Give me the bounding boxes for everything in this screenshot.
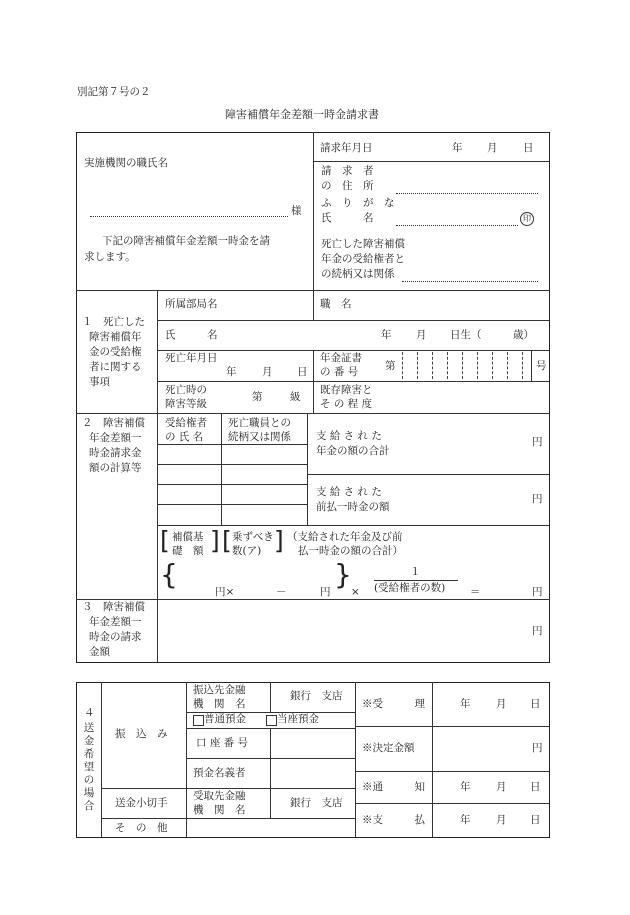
relation-label-1: 死亡した障害補償	[321, 238, 405, 250]
money-order-label: 送金小切手	[115, 797, 168, 809]
holder-split	[221, 413, 222, 525]
sec4-line	[101, 788, 355, 789]
cert-go: 号	[536, 360, 547, 372]
bank-branch-label: 銀行 支店	[290, 690, 343, 702]
sec1-r1-split	[313, 290, 314, 320]
date-year: 年	[452, 142, 463, 154]
relation-col-label-1: 死亡職員との	[228, 417, 291, 429]
existing-label-1: 既存障害と	[320, 384, 373, 396]
account-number-label: 口 座 番 号	[196, 737, 249, 749]
holder-row-line	[157, 444, 307, 445]
sec4-remark-line	[355, 726, 549, 727]
sec4-line	[186, 728, 355, 729]
ordinary-label: 普通預金	[204, 713, 246, 725]
holder-label-2: の 氏 名	[165, 431, 204, 443]
sec4-line	[186, 758, 355, 759]
advance-yen: 円	[532, 493, 543, 505]
remark-notice: ※通 知	[362, 781, 425, 793]
holder-row-line	[157, 484, 307, 485]
paid-row-line	[307, 474, 549, 475]
accept-day: 日	[530, 698, 541, 710]
date-day: 日	[523, 142, 534, 154]
sec2-label-2: 年金差額一	[89, 432, 142, 444]
grade-kyu: 級	[290, 391, 301, 403]
post-label: 職 名	[320, 298, 352, 310]
bracket-left-icon: [	[222, 526, 232, 555]
recv-bank-label-2: 機 関 名	[193, 804, 246, 816]
payment-month: 月	[496, 814, 507, 826]
cert-digit-line	[507, 352, 508, 379]
notice-day: 日	[530, 781, 541, 793]
sum-label-1: （支給された年金及び前	[287, 531, 403, 543]
remark-decided: ※決定金額	[362, 742, 415, 754]
base-label-1: 補償基	[172, 531, 204, 543]
cert-digit-line	[402, 352, 403, 379]
sec4-border-left	[76, 682, 77, 837]
sec4-vertical-label: 送金希望の場合	[83, 722, 95, 812]
dept-label: 所属部局名	[165, 298, 218, 310]
holder-row-line	[157, 504, 307, 505]
sec1-label-3: 金の受給権	[89, 346, 142, 358]
brace-right-icon: }	[334, 558, 352, 591]
sec4-remark-line	[355, 771, 549, 772]
sec4-border-right	[549, 682, 550, 837]
decided-yen: 円	[532, 742, 543, 754]
cert-label-1: 年金証書	[320, 352, 362, 364]
cert-end-line	[531, 350, 532, 381]
mult-label-1: 乗ずべき	[232, 531, 274, 543]
death-year: 年	[226, 366, 237, 378]
death-day: 日	[297, 366, 308, 378]
border-right	[549, 132, 550, 662]
name-label: 氏 名	[321, 212, 374, 224]
sec1-label-2: 障害補償年	[89, 331, 142, 343]
seal-icon: 印	[520, 212, 534, 226]
bracket-right-icon: ]	[210, 526, 220, 555]
sec4-recv-split	[270, 788, 271, 818]
cert-digit-line	[477, 352, 478, 379]
birth-day: 日生（	[450, 329, 482, 341]
formula-result-yen: 円	[532, 586, 543, 598]
relation-col-label-2: 続柄又は関係	[228, 431, 291, 443]
sec4-border-top	[76, 682, 550, 683]
sec2-label-3: 時金請求金	[89, 447, 142, 459]
sec4-border-bottom	[76, 837, 550, 838]
grade-label-2: 障害等級	[165, 398, 207, 410]
formula-yen-close: 円	[320, 586, 331, 598]
agency-dotline	[90, 216, 288, 217]
ordinary-checkbox[interactable]	[193, 715, 204, 726]
sum-label-2: 払一時金の額の合計）	[298, 545, 403, 557]
formula-equals: ＝	[470, 586, 481, 598]
sec3-label-3: 時金の請求	[89, 631, 142, 643]
sec1-label-5: 事項	[89, 376, 110, 388]
other-label: そ の 他	[115, 822, 168, 834]
notice-year: 年	[460, 781, 471, 793]
sec1-label-1: １ 死亡した	[82, 316, 145, 328]
age-label: 歳）	[513, 329, 534, 341]
top-split	[313, 132, 314, 290]
border-bottom	[76, 662, 550, 663]
formula-times: ×	[351, 586, 360, 598]
border-left	[76, 132, 77, 662]
cert-digit-line	[447, 352, 448, 379]
sec4-value-split	[432, 682, 433, 837]
bracket-right-icon: ]	[274, 526, 284, 555]
accept-month: 月	[496, 698, 507, 710]
transfer-label: 振 込 み	[115, 728, 168, 740]
notice-month: 月	[496, 781, 507, 793]
grade-dai: 第	[252, 391, 263, 403]
grade-label-1: 死亡時の	[165, 384, 207, 396]
sec4-line	[101, 818, 355, 819]
formula-one: １	[410, 566, 421, 578]
mult-label-2: 数(ア)	[232, 545, 262, 557]
formula-yen-times: 円×	[215, 586, 235, 598]
birth-month: 月	[416, 329, 427, 341]
death-date-label: 死亡年月日	[165, 352, 218, 364]
holder-row-line	[157, 464, 307, 465]
checking-label: 当座預金	[277, 713, 319, 725]
claimant-label-1: 請 求 者	[321, 165, 374, 177]
base-label-2: 礎 額	[172, 545, 204, 557]
furigana-label: ふ り が な	[321, 197, 395, 209]
cert-dai: 第	[385, 360, 396, 372]
cert-label-2: の 番 号	[320, 366, 359, 378]
fraction-bar	[374, 580, 458, 581]
deceased-name-label: 氏 名	[165, 329, 218, 341]
relation-label-3: の続柄又は関係	[321, 268, 395, 280]
request-text-1: 下記の障害補償年金差額一時金を請	[102, 235, 270, 247]
sec3-top-line	[76, 599, 550, 600]
agency-label: 実施機関の職氏名	[84, 157, 168, 169]
relation-split	[307, 413, 308, 525]
cert-digit-line	[417, 352, 418, 379]
death-month: 月	[262, 366, 273, 378]
request-text-2: 求します。	[84, 251, 136, 263]
birth-year: 年	[381, 329, 392, 341]
checking-checkbox[interactable]	[266, 715, 277, 726]
bank-label-2: 機 関 名	[193, 698, 246, 710]
claimant-label-2: の 住 所	[321, 180, 374, 192]
sec4-bank-split	[270, 682, 271, 712]
sec1-row2-line	[157, 350, 549, 351]
sec1-row1-line	[157, 320, 549, 321]
relation-label-2: 年金の受給権者と	[321, 253, 405, 265]
formula-holders-count: (受給権者の数)	[374, 582, 446, 594]
remark-accept: ※受 理	[362, 698, 425, 710]
sec4-method-col	[186, 682, 187, 837]
holder-label-1: 受給権者	[165, 417, 207, 429]
claim-amount-yen: 円	[532, 625, 543, 637]
account-holder-label: 預金名義者	[193, 767, 246, 779]
sec4-num-col	[101, 682, 102, 837]
bracket-left-icon: [	[160, 526, 170, 555]
date-month: 月	[487, 142, 498, 154]
accept-year: 年	[460, 698, 471, 710]
recv-bank-label-1: 受取先金融	[193, 790, 246, 802]
sec2-label-1: ２ 障害補償	[82, 417, 145, 429]
sec1-row3-line	[157, 381, 549, 382]
remark-payment: ※支 払	[362, 814, 425, 826]
cert-digit-line	[432, 352, 433, 379]
sec4-remark-line	[355, 803, 549, 804]
recv-branch-label: 銀行 支店	[290, 797, 343, 809]
form-title: 障害補償年金差額一時金請求書	[225, 108, 379, 121]
form-number: 別記第７号の２	[77, 86, 151, 98]
bank-label-1: 振込先金融	[193, 684, 246, 696]
cert-digit-line	[492, 352, 493, 379]
sec3-label-4: 金額	[89, 646, 110, 658]
cert-digit-line	[462, 352, 463, 379]
paid-label-2: 年金の額の合計	[316, 445, 390, 457]
label-column-line	[157, 290, 158, 662]
formula-minus: －	[276, 586, 287, 598]
sec4-remarks-split	[355, 682, 356, 837]
brace-left-icon: {	[160, 558, 178, 591]
advance-label-2: 前払一時金の額	[316, 501, 390, 513]
cert-digit-line	[522, 352, 523, 379]
payment-year: 年	[460, 814, 471, 826]
sec2-label-4: 額の計算等	[89, 462, 142, 474]
sec4-number: ４	[84, 707, 95, 719]
sec2-top-line	[76, 413, 550, 414]
sec1-r3-split	[313, 350, 314, 413]
paid-label-1: 支 給 さ れ た	[316, 430, 382, 442]
existing-label-2: そ の 程 度	[320, 398, 373, 410]
address-dotline	[396, 193, 538, 194]
name-dotline	[396, 225, 518, 226]
sama-label: 様	[291, 205, 302, 217]
sec3-label-2: 年金差額一	[89, 616, 142, 628]
request-date-label: 請求年月日	[320, 142, 373, 154]
payment-day: 日	[530, 814, 541, 826]
relation-dotline	[402, 281, 538, 282]
sec3-label-1: ３ 障害補償	[82, 601, 145, 613]
paid-yen: 円	[532, 436, 543, 448]
advance-label-1: 支 給 さ れ た	[316, 486, 382, 498]
sec1-label-4: 者に関する	[89, 361, 142, 373]
date-row-line	[313, 161, 549, 162]
